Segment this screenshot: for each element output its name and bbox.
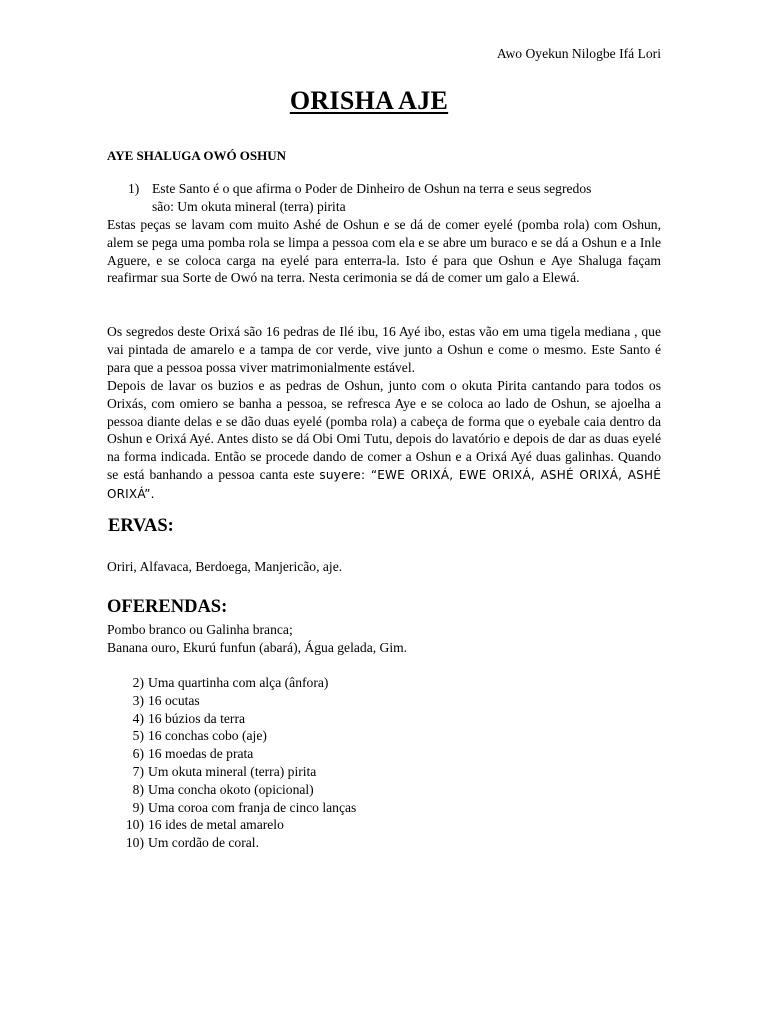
list-item-text: Uma quartinha com alça (ânfora) bbox=[148, 675, 329, 690]
list-item-text: Uma concha okoto (opicional) bbox=[148, 781, 314, 797]
list-item bbox=[103, 781, 657, 799]
list-item bbox=[103, 763, 657, 781]
list-item bbox=[103, 692, 657, 710]
oferendas-intro bbox=[107, 621, 661, 657]
paragraph-2-text: Os segredos deste Orixá são 16 pedras de Ilé ibu, 16 Ayé ibo, estas vão em uma tigela mediana , que vai pintada de amarelo e a tampa de cor verde, vive junto a Oshun e come o mesmo. Este Santo é para que a pessoa possa viver matrimonialmente estável. bbox=[107, 324, 661, 375]
list-number: 3) bbox=[132, 692, 144, 708]
list-number: 6) bbox=[132, 746, 144, 762]
list-item-text: Uma coroa com franja de cinco lanças bbox=[148, 799, 357, 815]
list-item-text: 16 ides de metal amarelo bbox=[148, 817, 284, 833]
list-item bbox=[103, 710, 657, 728]
oferendas-list bbox=[103, 674, 657, 852]
list-item bbox=[103, 816, 657, 834]
list-number: 2) bbox=[132, 675, 144, 690]
oferendas-line-2: Banana ouro, Ekurú funfun (abará), Água gelada, Gim. bbox=[107, 639, 408, 655]
list-item-text: 16 ocutas bbox=[148, 692, 200, 708]
list-item-text: Um okuta mineral (terra) pirita bbox=[148, 763, 317, 779]
list-item bbox=[103, 745, 657, 763]
list-item-text: 16 moedas de prata bbox=[148, 746, 254, 762]
list-item bbox=[103, 799, 657, 817]
list-item bbox=[103, 834, 657, 852]
list-item-text: 16 búzios da terra bbox=[148, 710, 246, 726]
paragraph-1-text: Estas peças se lavam com muito Ashé de Oshun e se dá de comer eyelé (pomba rola) com Oshun, alem se pega uma pomba rola se limpa a pessoa com ela e se abre um buraco e se dá a Oshun e a Inle Aguere, e se coloca carga na eyelé para enterra-la. Isto é para que Oshun e Aye Shaluga façam reafirmar sua Sorte de Owó na terra. Nesta cerimonia se dá de comer um galo a Elewá. bbox=[107, 217, 661, 286]
intro-line-1: Este Santo é o que afirma o Poder de Dinheiro de Oshun na terra e seus segredos bbox=[152, 181, 592, 196]
list-item bbox=[103, 674, 657, 692]
list-number: 7) bbox=[132, 763, 144, 779]
list-item-text: 16 conchas cobo (aje) bbox=[148, 728, 267, 744]
paragraph-2 bbox=[107, 323, 661, 376]
author-header: Awo Oyekun Nilogbe Ifá Lori bbox=[496, 46, 661, 61]
page-title: ORISHA AJE bbox=[289, 86, 449, 115]
intro-line-2: são: Um okuta mineral (terra) pirita bbox=[152, 198, 346, 214]
list-item bbox=[103, 727, 657, 745]
list-number: 10) bbox=[125, 835, 144, 851]
list-number: 10) bbox=[125, 817, 144, 833]
oferendas-heading: OFERENDAS: bbox=[107, 597, 228, 617]
list-number: 8) bbox=[132, 781, 144, 797]
suyere-chant: suyere: “EWE ORIXÁ, EWE ORIXÁ, ASHÉ ORIXÁ, ASHÉ ORIXÁ”. bbox=[107, 467, 661, 501]
paragraph-3 bbox=[107, 377, 661, 504]
paragraph-3-main: Depois de lavar os buzios e as pedras de Oshun, junto com o okuta Pirita cantando para todos os Orixás, com omiero se banha a pessoa, se refresca Aye e se coloca ao lado de Oshun, se ajoelha a pessoa diante delas e se dão duas eyelé (pomba rola) a cabeça de forma que o eyebale caia dentro da Oshun e Orixá Ayé. Antes disto se dá Obi Omi Tutu, depois do lavatório e depois de dar as duas eyelé na forma indicada. Então se procede dando de comer a Oshun e a Orixá Ayé duas galinhas. Quando se está banhando a pessoa canta este bbox=[107, 378, 661, 482]
list-number: 1) bbox=[128, 181, 140, 196]
list-number: 4) bbox=[132, 710, 144, 726]
paragraph-1 bbox=[107, 216, 661, 287]
intro-list-item bbox=[107, 180, 661, 216]
paragraph-3-text bbox=[107, 377, 661, 504]
list-item-text: Um cordão de coral. bbox=[148, 835, 259, 851]
section-subheading: AYE SHALUGA OWÓ OSHUN bbox=[107, 148, 287, 163]
list-number: 5) bbox=[132, 728, 144, 744]
oferendas-line-1: Pombo branco ou Galinha branca; bbox=[107, 622, 293, 637]
list-number: 9) bbox=[132, 799, 144, 815]
ervas-text: Oriri, Alfavaca, Berdoega, Manjericão, aje. bbox=[107, 559, 343, 574]
ervas-heading: ERVAS: bbox=[108, 516, 174, 536]
